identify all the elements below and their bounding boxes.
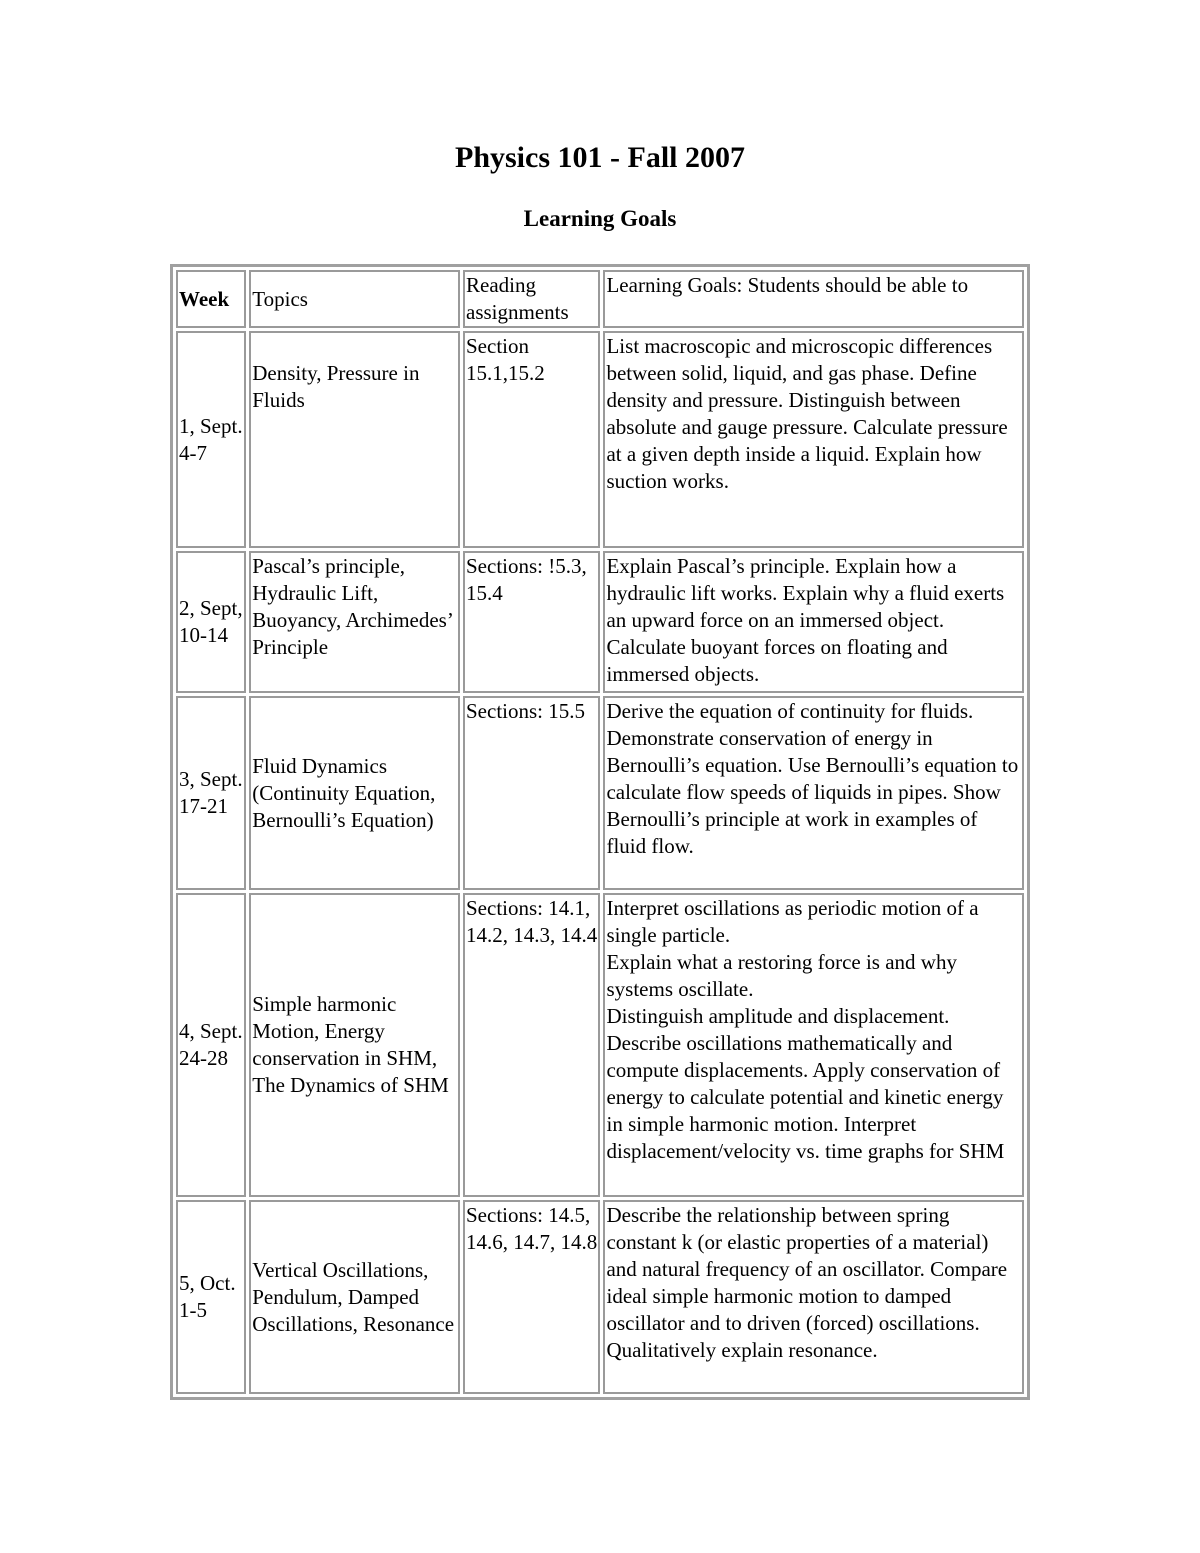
document-title: Physics 101 - Fall 2007 xyxy=(455,141,745,174)
reading-cell: Sections: 14.1, 14.2, 14.3, 14.4 xyxy=(463,893,600,1197)
topics-text: Density, Pressure in Fluids xyxy=(252,361,420,412)
topics-cell: Pascal’s principle, Hydraulic Lift, Buoyancy, Archimedes’ Principle xyxy=(249,551,460,693)
goal-text: Distinguish amplitude and displacement. Describe oscillations mathematically and compute displacements. Apply conservation of energy to calculate potential and kinetic energy in simple harmonic motion. Interpret displacement/velocity vs. time graphs for SHM xyxy=(606,1004,1005,1163)
table-header-row xyxy=(176,270,1024,328)
topics-cell: Vertical Oscillations, Pendulum, Damped Oscillations, Resonance xyxy=(249,1200,460,1394)
goal-text: Describe the relationship between spring constant k (or elastic properties of a material) and natural frequency of an oscillator. Compare ideal simple harmonic motion to damped oscillator and to driven (forced) oscillations. Qualitatively explain resonance. xyxy=(606,1203,1008,1362)
week-cell: 5, Oct. 1-5 xyxy=(176,1200,246,1394)
reading-cell: Sections: !5.3, 15.4 xyxy=(463,551,600,693)
reading-cell: Sections: 14.5, 14.6, 14.7, 14.8 xyxy=(463,1200,600,1394)
table-row xyxy=(176,551,1024,693)
document-subtitle: Learning Goals xyxy=(523,206,677,231)
reading-cell: Section 15.1,15.2 xyxy=(463,331,600,548)
week-cell: 2, Sept, 10-14 xyxy=(176,551,246,693)
goal-text: Explain what a restoring force is and why systems oscillate. xyxy=(606,950,957,1001)
week-cell: 3, Sept. 17-21 xyxy=(176,696,246,890)
goals-cell xyxy=(603,551,1024,693)
reading-cell: Sections: 15.5 xyxy=(463,696,600,890)
topics-cell xyxy=(249,331,460,548)
week-cell: 1, Sept. 4-7 xyxy=(176,331,246,548)
week-cell: 4, Sept. 24-28 xyxy=(176,893,246,1197)
topics-cell: Simple harmonic Motion, Energy conservation in SHM, The Dynamics of SHM xyxy=(249,893,460,1197)
table-row xyxy=(176,331,1024,548)
header-topics: Topics xyxy=(249,270,460,328)
table-row xyxy=(176,1200,1024,1394)
header-goals: Learning Goals: Students should be able to xyxy=(603,270,1024,328)
goal-text: Interpret oscillations as periodic motion of a single particle. xyxy=(606,896,979,947)
goal-text: Explain Pascal’s principle. Explain how a hydraulic lift works. Explain why a fluid exerts an upward force on an immersed object. Calculate buoyant forces on floating and immersed objects. xyxy=(606,554,1005,686)
header-week: Week xyxy=(176,270,246,328)
table-row xyxy=(176,893,1024,1197)
learning-goals-table xyxy=(170,264,1030,1400)
goal-text: List macroscopic and microscopic differences between solid, liquid, and gas phase. Define density and pressure. Distinguish between absolute and gauge pressure. Calculate pressure at a given depth inside a liquid. Explain how suction works. xyxy=(606,334,1008,493)
goals-cell xyxy=(603,893,1024,1197)
goals-cell xyxy=(603,331,1024,548)
goals-cell xyxy=(603,696,1024,890)
goal-text: Derive the equation of continuity for fluids. Demonstrate conservation of energy in Bernoulli’s equation. Use Bernoulli’s equation to calculate flow speeds of liquids in pipes. Show Bernoulli’s principle at work in examples of fluid flow. xyxy=(606,699,1019,858)
header-reading: Reading assignments xyxy=(463,270,600,328)
goals-cell xyxy=(603,1200,1024,1394)
topics-cell: Fluid Dynamics (Continuity Equation, Bernoulli’s Equation) xyxy=(249,696,460,890)
table-row xyxy=(176,696,1024,890)
